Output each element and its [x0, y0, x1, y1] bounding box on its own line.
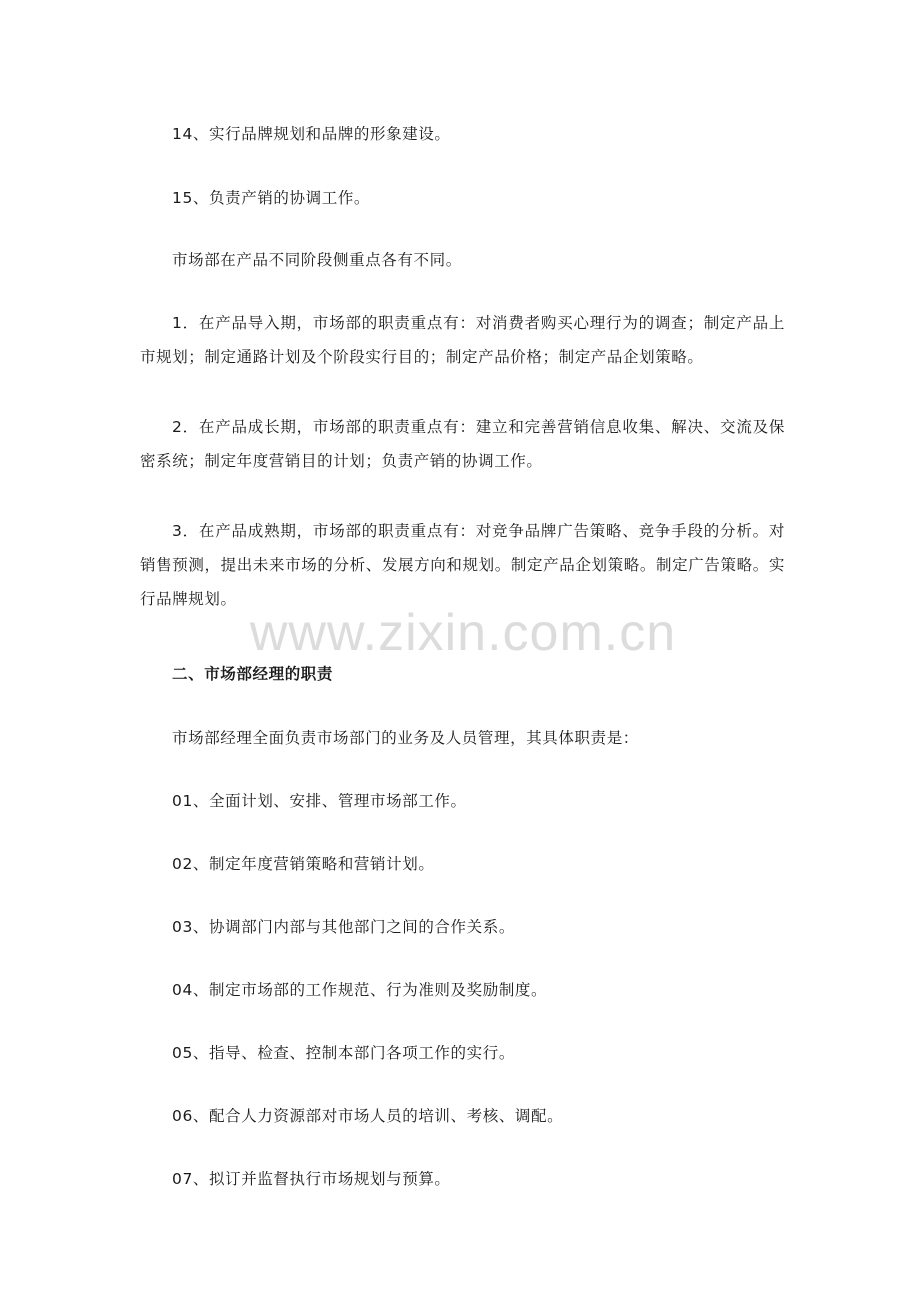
paragraph-item-15: 15、负责产销的协调工作。: [172, 189, 371, 207]
paragraph-item-14: 14、实行品牌规划和品牌的形象建设。: [172, 125, 451, 143]
paragraph-stage-introduction: 1．在产品导入期，市场部的职责重点有：对消费者购买心理行为的调查；制定产品上市规划；制定通路计划及个阶段实行目的；制定产品价格；制定产品企划策略。: [140, 314, 785, 366]
list-item-06: 06、配合人力资源部对市场人员的培训、考核、调配。: [172, 1107, 564, 1125]
list-item-01: 01、全面计划、安排、管理市场部工作。: [172, 792, 467, 810]
paragraph-stage-growth: 2．在产品成长期，市场部的职责重点有：建立和完善营销信息收集、解决、交流及保密系统；制定年度营销目的计划；负责产销的协调工作。: [140, 418, 785, 470]
paragraph-stage-intro: 市场部在产品不同阶段侧重点各有不同。: [172, 251, 462, 269]
paragraph-manager-intro: 市场部经理全面负责市场部门的业务及人员管理，其具体职责是：: [172, 729, 639, 747]
section-heading: 二、市场部经理的职责: [172, 665, 334, 683]
list-item-03: 03、协调部门内部与其他部门之间的合作关系。: [172, 918, 515, 936]
paragraph-stage-maturity: 3．在产品成熟期，市场部的职责重点有：对竞争品牌广告策略、竞争手段的分析。对销售预测，提出未来市场的分析、发展方向和规划。制定产品企划策略。制定广告策略。实行品牌规划。: [140, 522, 785, 608]
watermark: www.zixin.com.cn: [249, 604, 677, 662]
list-item-05: 05、指导、检查、控制本部门各项工作的实行。: [172, 1044, 515, 1062]
list-item-04: 04、制定市场部的工作规范、行为准则及奖励制度。: [172, 981, 548, 999]
list-item-07: 07、拟订并监督执行市场规划与预算。: [172, 1170, 451, 1188]
list-item-02: 02、制定年度营销策略和营销计划。: [172, 855, 435, 873]
